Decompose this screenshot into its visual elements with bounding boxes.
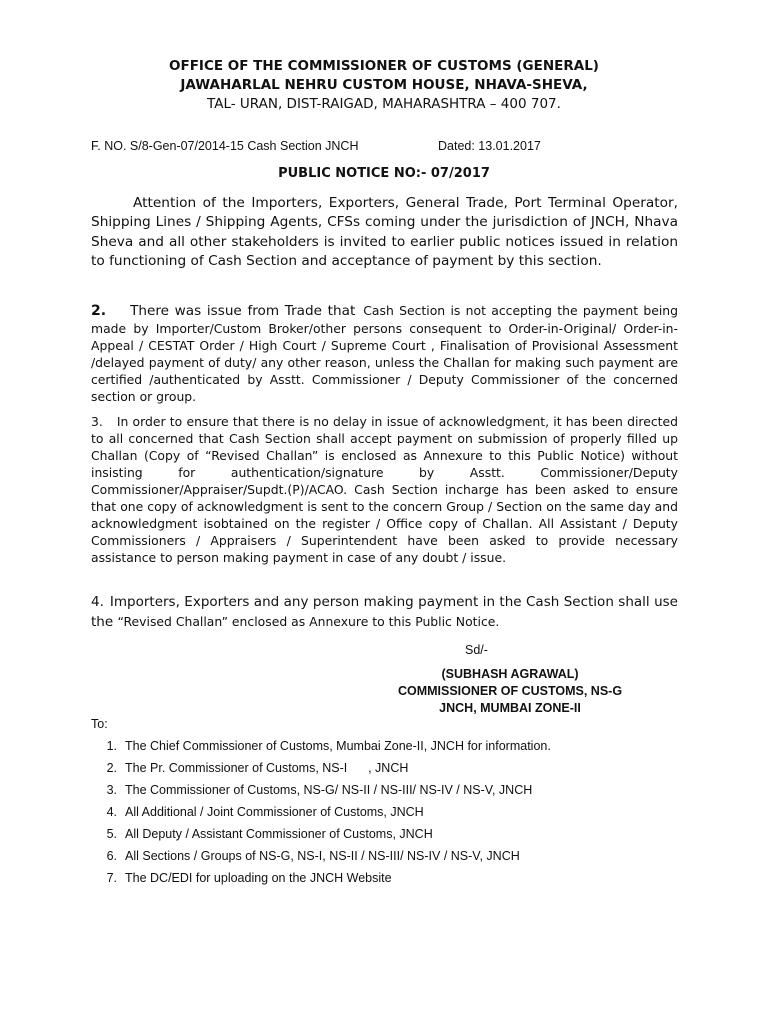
paragraph-2-text: Cash Section is not accepting the payment being made by Importer/Custom Broker/other persons consequent to Order-in-Original/ Order-in-Appeal / CESTAT Order / High Court / Supreme Court , Finalisation of Provisional Assessment /delayed payment of duty/ any other reason, unless the Challan for making such payment are certified /authenticated by Asstt. Commissioner / Deputy Commissioner of the concerned section or group. <box>91 303 678 404</box>
paragraph-3 <box>91 413 678 566</box>
paragraph-2-number: 2. <box>91 303 107 319</box>
distribution-item <box>91 849 520 863</box>
signatory-name: (SUBHASH AGRAWAL) <box>441 667 579 681</box>
distribution-item <box>91 805 424 819</box>
distribution-item-number: 6. <box>106 849 117 863</box>
signatory-office: JNCH, MUMBAI ZONE-II <box>439 701 581 715</box>
distribution-item <box>91 761 408 775</box>
office-title: OFFICE OF THE COMMISSIONER OF CUSTOMS (GENERAL) <box>169 58 599 74</box>
distribution-item <box>91 827 433 841</box>
custom-house-title: JAWAHARLAL NEHRU CUSTOM HOUSE, NHAVA-SHEVA, <box>180 77 588 93</box>
paragraph-4-tail: “Revised Challan” enclosed as Annexure to this Public Notice. <box>117 614 500 629</box>
distribution-item-number: 1. <box>106 739 117 753</box>
distribution-item-number: 3. <box>106 783 117 797</box>
distribution-item-text: All Additional / Joint Commissioner of Customs, JNCH <box>125 805 424 819</box>
distribution-item-text: The Commissioner of Customs, NS-G/ NS-II / NS-III/ NS-IV / NS-V, JNCH <box>125 783 533 797</box>
paragraph-2 <box>91 302 678 405</box>
distribution-item-number: 7. <box>106 871 117 885</box>
paragraph-4-text: Importers, Exporters and any person making payment in the Cash Section shall use the <box>91 594 678 630</box>
distribution-item-text: The Chief Commissioner of Customs, Mumbai Zone-II, JNCH for information. <box>125 739 551 753</box>
to-label: To: <box>91 717 108 731</box>
notice-date: Dated: 13.01.2017 <box>438 139 541 153</box>
distribution-item-number: 2. <box>106 761 117 775</box>
distribution-item-number: 5. <box>106 827 117 841</box>
paragraph-3-text: In order to ensure that there is no delay in issue of acknowledgment, it has been directed to all concerned that Cash Section shall accept payment on submission of properly filled up Challan (Copy of “Revised Challan” is enclosed as Annexure to this Public Notice) without insisting for authentication/signature by Asstt. Commissioner/Deputy Commissioner/Appraiser/Supdt.(P)/ACAO. Cash Section incharge has been asked to ensure that one copy of acknowledgment is sent to the concern Group / Section on the same day and acknowledgment isobtained on the register / Office copy of Challan. All Assistant / Deputy Commissioners / Appraisers / Superintendent have been asked to provide necessary assistance to person making payment in case of any doubt / issue. <box>91 414 678 565</box>
distribution-item <box>91 871 392 885</box>
paragraph-3-number: 3. <box>91 414 103 429</box>
distribution-item-text: The DC/EDI for uploading on the JNCH Website <box>125 871 392 885</box>
file-number: F. NO. S/8-Gen-07/2014-15 Cash Section JNCH <box>91 139 359 153</box>
paragraph-1: Attention of the Importers, Exporters, General Trade, Port Terminal Operator, Shipping Lines / Shipping Agents, CFSs coming under the jurisdiction of JNCH, Nhava Sheva and all other stakeholders is invited to earlier public notices issued in relation to functioning of Cash Section and acceptance of payment by this section. <box>91 195 678 270</box>
distribution-item-number: 4. <box>106 805 117 819</box>
distribution-item-text: All Deputy / Assistant Commissioner of Customs, JNCH <box>125 827 433 841</box>
paragraph-2-lead: There was issue from Trade that <box>130 303 356 319</box>
paragraph-4 <box>91 593 678 632</box>
distribution-item <box>91 739 551 753</box>
distribution-item <box>91 783 532 797</box>
distribution-item-text: All Sections / Groups of NS-G, NS-I, NS-II / NS-III/ NS-IV / NS-V, JNCH <box>125 849 520 863</box>
notice-title: PUBLIC NOTICE NO:- 07/2017 <box>278 166 490 181</box>
signatory-designation: COMMISSIONER OF CUSTOMS, NS-G <box>397 684 623 698</box>
office-address: TAL- URAN, DIST-RAIGAD, MAHARASHTRA – 400 707. <box>207 96 561 112</box>
distribution-item-text: The Pr. Commissioner of Customs, NS-I , JNCH <box>125 761 409 775</box>
paragraph-4-number: 4. <box>91 594 104 610</box>
signed-mark: Sd/- <box>465 643 488 657</box>
